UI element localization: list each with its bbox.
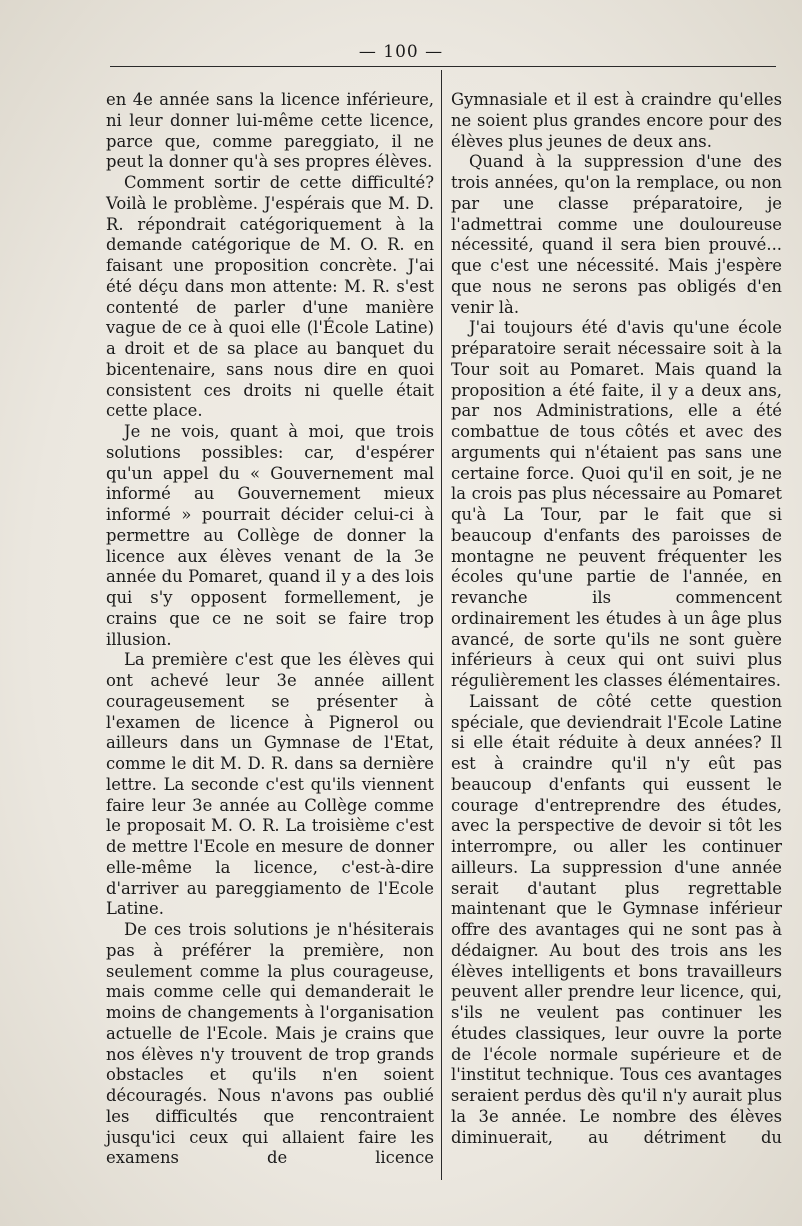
left-column <box>106 90 434 1169</box>
paragraph: De ces trois solutions je n'hésiterais pas à préférer la première, non seulement comme la plus courageuse, mais comme celle qui demanderait le moins de changements à l'organisation actuelle de l'Ecole. Mais je crains que nos élèves n'y trouvent de trop grands obstacles et qu'ils n'en soient découragés. Nous n'avons pas oublié les difficultés que rencontraient jusqu'ici ceux qui allaient faire les examens de licence <box>106 920 434 1168</box>
paragraph: J'ai toujours été d'avis qu'une école préparatoire serait nécessaire soit à la Tour soit au Pomaret. Mais quand la proposition a été faite, il y a deux ans, par nos Administrations, elle a été combattue de tous côtés et avec des arguments qui n'étaient pas sans une certaine force. Quoi qu'il en soit, je ne la crois pas plus nécessaire au Pomaret qu'à La Tour, par le fait que si beaucoup d'enfants des paroisses de montagne ne peuvent fréquenter les écoles qu'une partie de l'année, en revanche ils commencent ordinairement les études à un âge plus avancé, de sorte qu'ils ne sont guère inférieurs à ceux qui ont suivi plus régulièrement les classes élémentaires. <box>451 318 782 690</box>
page-number: — 100 — <box>358 42 444 62</box>
header-rule <box>110 66 776 67</box>
paragraph: en 4e année sans la licence inférieure, ni leur donner lui-même cette licence, parce que, comme pareggiato, il ne peut la donner qu'à ses propres élèves. <box>106 90 434 172</box>
paragraph: Gymnasiale et il est à craindre qu'elles ne soient plus grandes encore pour des élèves plus jeunes de deux ans. <box>451 90 782 151</box>
paragraph: La première c'est que les élèves qui ont achevé leur 3e année aillent courageusement se présenter à l'examen de licence à Pignerol ou ailleurs dans un Gymnase de l'Etat, comme le dit M. D. R. dans sa dernière lettre. La seconde c'est qu'ils viennent faire leur 3e année au Collège comme le proposait M. O. R. La troisième c'est de mettre l'Ecole en mesure de donner elle-même la licence, c'est-à-dire d'arriver au pareggiamento de l'Ecole Latine. <box>106 650 434 919</box>
paragraph: Je ne vois, quant à moi, que trois solutions possibles: car, d'espérer qu'un appel du « Gouvernement mal informé au Gouvernement mieux informé » pourrait décider celui-ci à permettre au Collège de donner la licence aux élèves venant de la 3e année du Pomaret, quand il y a des lois qui s'y opposent formellement, je crains que ce ne soit se faire trop illusion. <box>106 422 434 649</box>
paragraph: Laissant de côté cette question spéciale, que deviendrait l'Ecole Latine si elle était réduite à deux années? Il est à craindre qu'il n'y eût pas beaucoup d'enfants qui eussent le courage d'entreprendre des études, avec la perspective de devoir si tôt les interrompre, ou aller les continuer ailleurs. La suppression d'une année serait d'autant plus regrettable maintenant que le Gymnase inférieur offre des avantages qui ne sont pas à dédaigner. Au bout des trois ans les élèves intelligents et bons travailleurs peuvent aller prendre leur licence, qui, s'ils ne veulent pas continuer les études classiques, leur ouvre la porte de l'école normale supérieure et de l'institut technique. Tous ces avantages seraient perdus dès qu'il n'y aurait plus la 3e année. Le nombre des élèves diminuerait, au détriment du <box>451 691 782 1147</box>
paragraph: Comment sortir de cette difficulté? Voilà le problème. J'espérais que M. D. R. répondrait catégoriquement à la demande catégorique de M. O. R. en faisant une proposition concrète. J'ai été déçu dans mon attente: M. R. s'est contenté de parler d'une manière vague de ce à quoi elle (l'École Latine) a droit et de sa place au banquet du bicentenaire, sans nous dire en quoi consistent ces droits ni quelle était cette place. <box>106 173 434 421</box>
paragraph: Quand à la suppression d'une des trois années, qu'on la remplace, ou non par une classe préparatoire, je l'admettrai comme une douloureuse nécessité, quand il sera bien prouvé... que c'est une nécessité. Mais j'espère que nous ne serons pas obligés d'en venir là. <box>451 152 782 317</box>
column-divider <box>441 70 442 1180</box>
right-column <box>451 90 782 1148</box>
